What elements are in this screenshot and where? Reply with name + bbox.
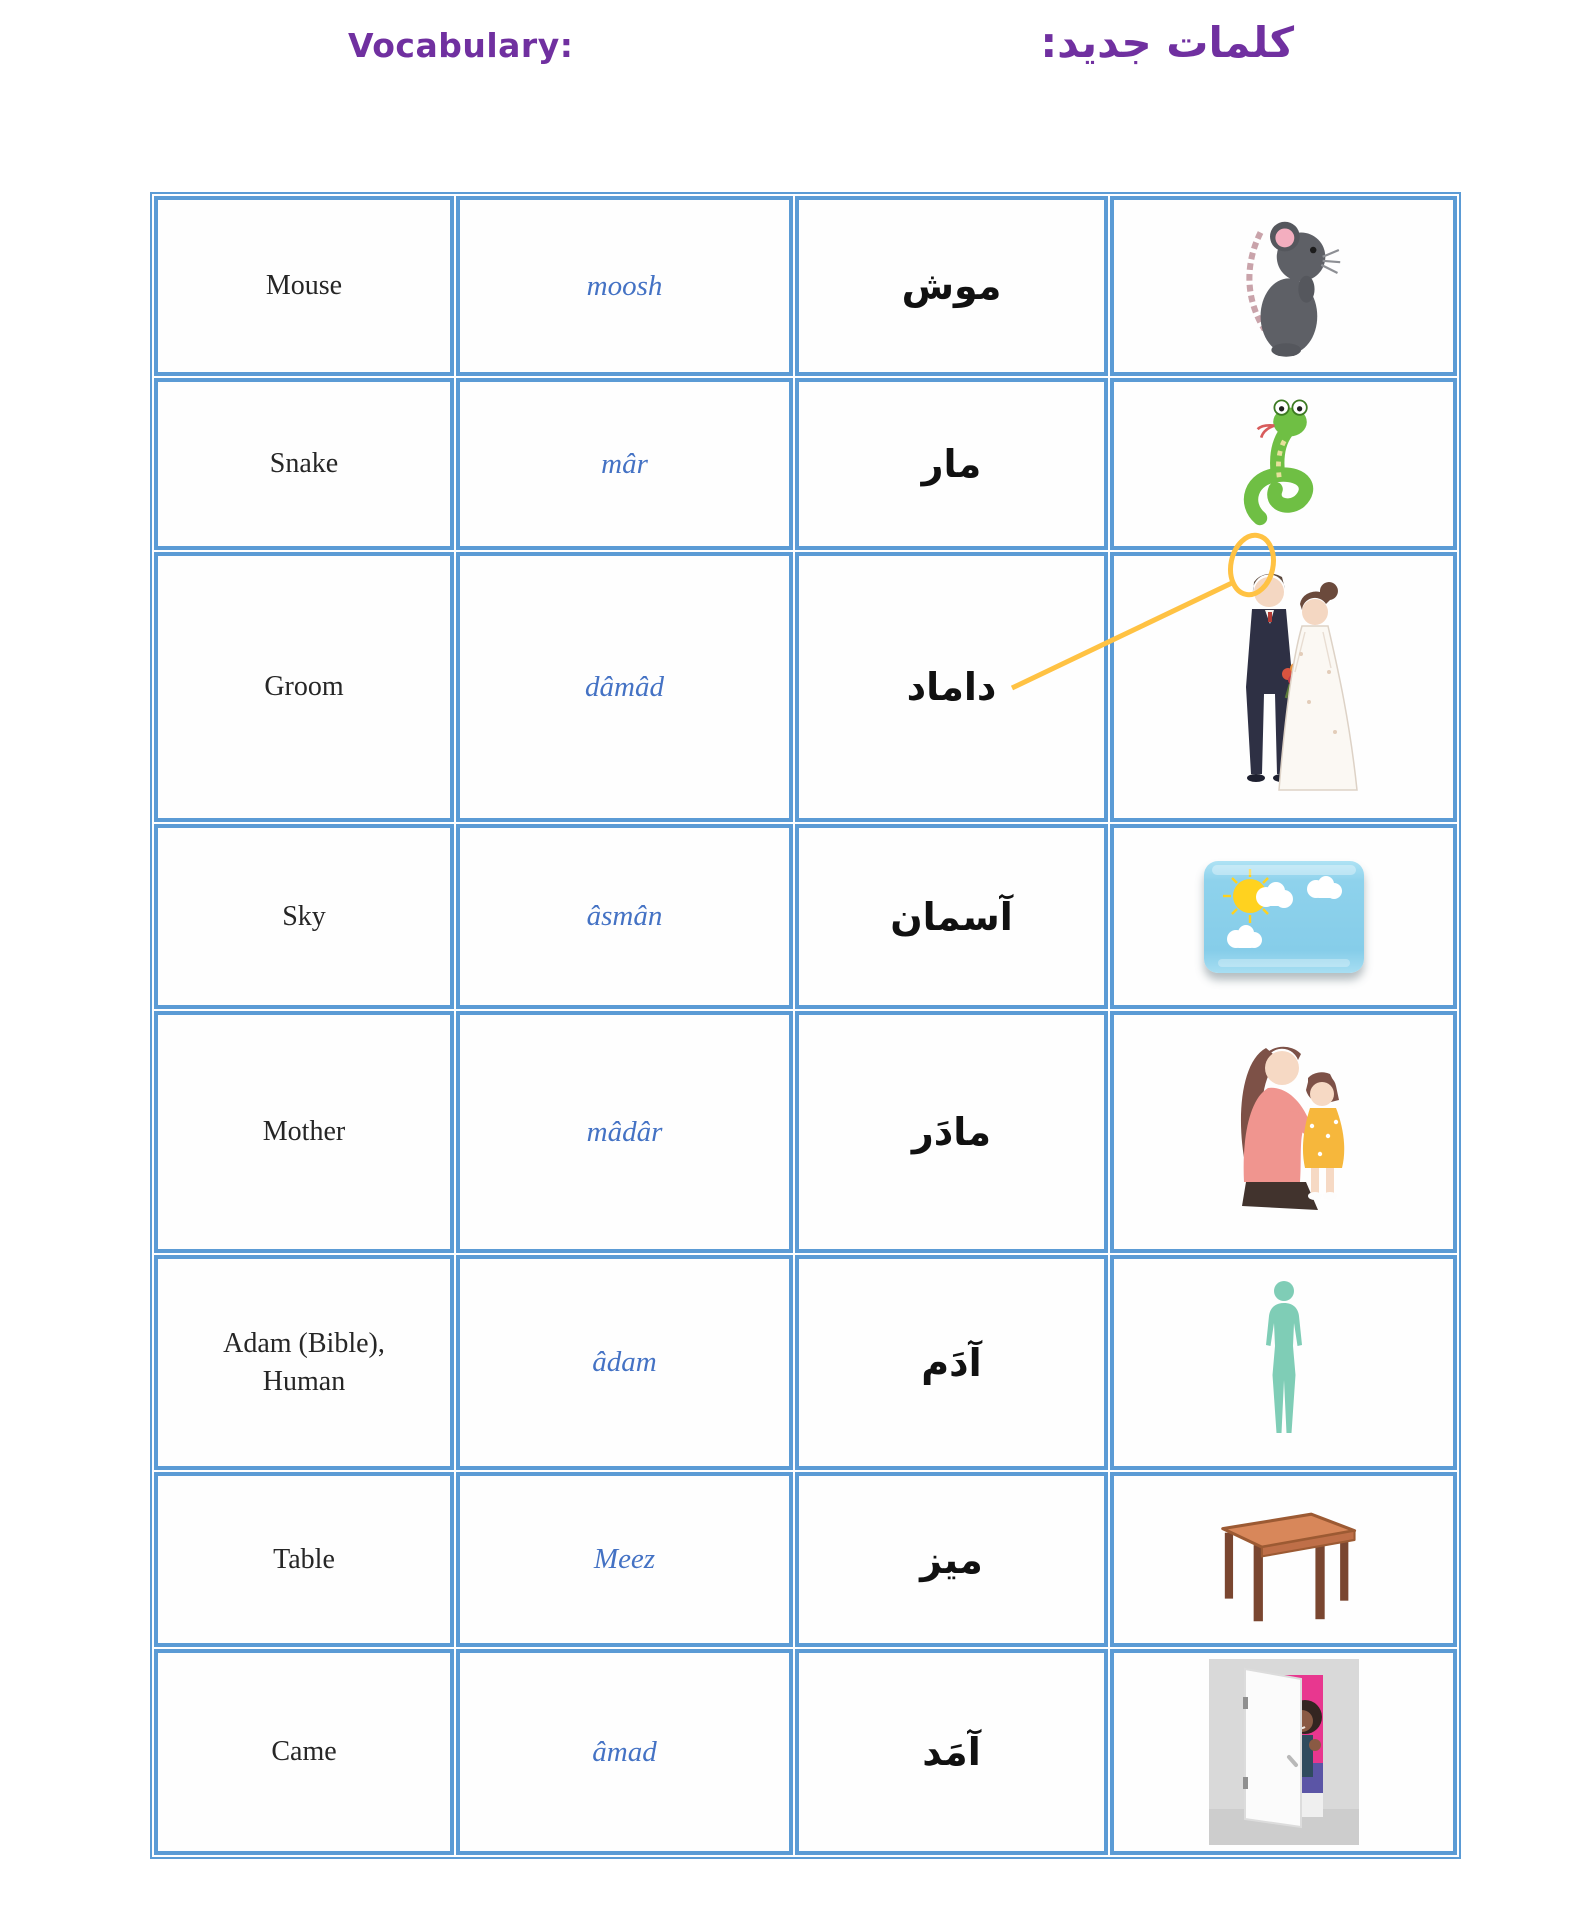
door-peek-illustration — [1110, 1649, 1457, 1855]
vocabulary-title: Vocabulary: — [348, 26, 574, 65]
transliteration: mâdâr — [456, 1011, 793, 1253]
table-row — [154, 1011, 1457, 1253]
transliteration: âmad — [456, 1649, 793, 1855]
english-word: Groom — [154, 552, 454, 822]
human-silhouette-illustration — [1110, 1255, 1457, 1470]
english-word: Snake — [154, 378, 454, 550]
persian-word: آدَم — [795, 1255, 1108, 1470]
mouse-illustration — [1110, 196, 1457, 376]
english-word: Mouse — [154, 196, 454, 376]
english-word: Sky — [154, 824, 454, 1009]
table-row — [154, 1472, 1457, 1647]
transliteration: mâr — [456, 378, 793, 550]
english-word: Came — [154, 1649, 454, 1855]
mother-and-child-illustration — [1110, 1011, 1457, 1253]
persian-word: آمَد — [795, 1649, 1108, 1855]
table-illustration — [1110, 1472, 1457, 1647]
sky-illustration — [1110, 824, 1457, 1009]
persian-word: آسمان — [795, 824, 1108, 1009]
transliteration: Meez — [456, 1472, 793, 1647]
transliteration: âdam — [456, 1255, 793, 1470]
table-row — [154, 552, 1457, 822]
table-row — [154, 196, 1457, 376]
persian-word: داماد — [795, 552, 1108, 822]
bride-and-groom-illustration — [1110, 552, 1457, 822]
table-row — [154, 378, 1457, 550]
snake-illustration — [1110, 378, 1457, 550]
new-words-title-arabic: كلمات جديد: — [1040, 18, 1294, 67]
vocabulary-table — [150, 192, 1461, 1859]
persian-word: ميز — [795, 1472, 1108, 1647]
transliteration: âsmân — [456, 824, 793, 1009]
english-word: Mother — [154, 1011, 454, 1253]
persian-word: موش — [795, 196, 1108, 376]
transliteration: dâmâd — [456, 552, 793, 822]
persian-word: مار — [795, 378, 1108, 550]
table-row — [154, 824, 1457, 1009]
transliteration: moosh — [456, 196, 793, 376]
table-row — [154, 1255, 1457, 1470]
persian-word: مادَر — [795, 1011, 1108, 1253]
table-row — [154, 1649, 1457, 1855]
english-word: Table — [154, 1472, 454, 1647]
english-word: Adam (Bible), Human — [154, 1255, 454, 1470]
